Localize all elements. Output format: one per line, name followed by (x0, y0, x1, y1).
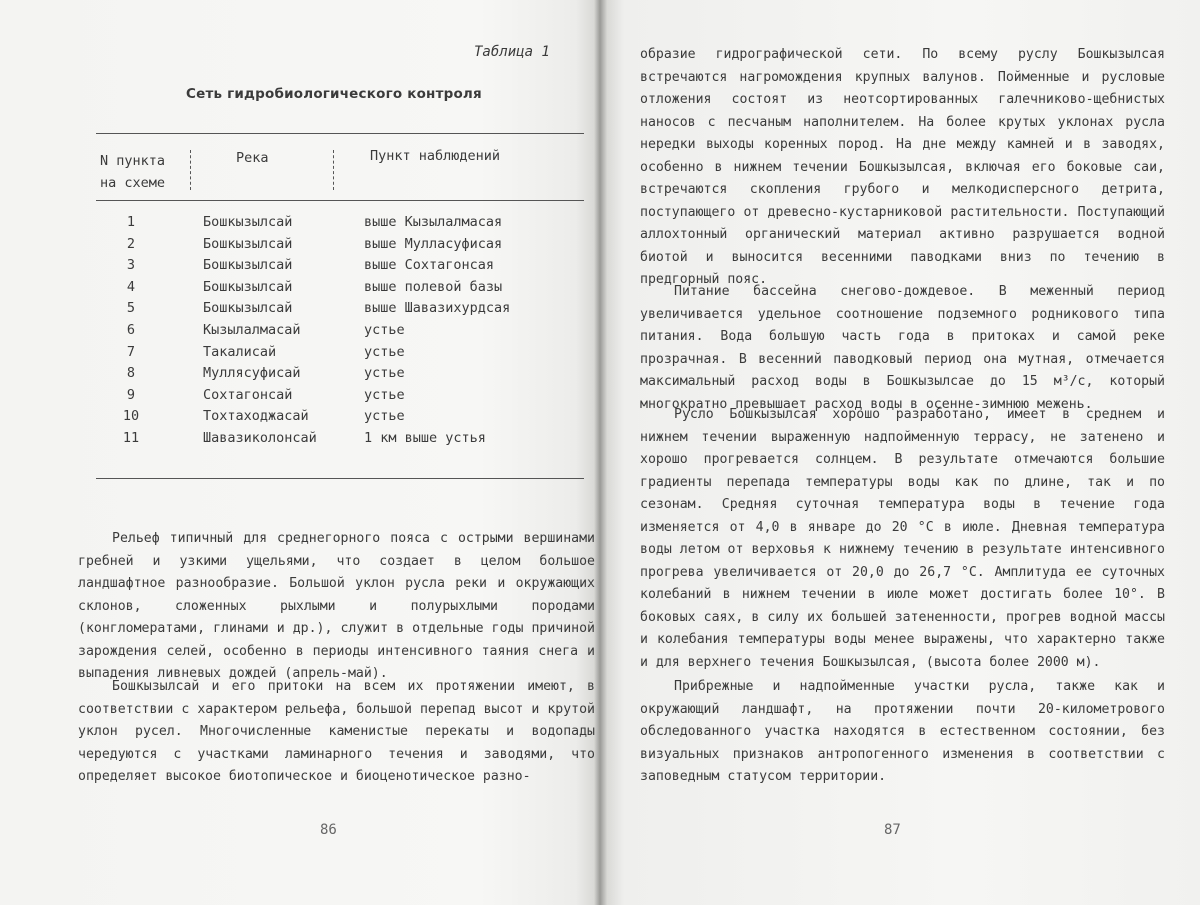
table-row (96, 406, 584, 428)
row-river: Муллясуфисай (203, 365, 301, 382)
table-row (96, 385, 584, 407)
row-river: Бошкызылсай (203, 257, 293, 274)
temperature-paragraph: Русло Бошкызылсая хорошо разработано, имеет в среднем и нижнем течении выраженную надпойменную террасу, не затенено и хорошо прогревается солнцем. В результате отмечаются большие градиенты перепада температуры воды как по длине, так и по сезонам. Средняя суточная температура воды в течение года изменяется от 4,0 в январе до 20 °С в июле. Дневная температура воды летом от верховья к нижнему течению в результате интенсивного прогрева увеличивается от 20,0 до 26,7 °С. Амплитуда ее суточных колебаний в нижнем течении в июле может достигать более 10°. В боковых саях, в силу их большей затененности, прогрев водной массы и колебания температуры воды менее выражены, что характерно также и для верхнего течения Бошкызылсая, (высота более 2000 м). (640, 407, 1165, 670)
table-caption: Таблица 1 (474, 44, 550, 60)
row-river: Шавазиколонсай (203, 429, 317, 446)
row-point: выше Мулласуфисая (364, 235, 503, 252)
row-river: Бошкызылсай (203, 235, 293, 252)
table-row (96, 212, 584, 234)
header-separator (333, 150, 334, 190)
row-point: устье (364, 408, 405, 425)
row-river: Бошкызылсай (203, 214, 293, 230)
row-number: 11 (122, 429, 140, 446)
table-title: Сеть гидробиологического контроля (186, 86, 482, 102)
row-number: 10 (122, 408, 140, 425)
table-rule-bottom (96, 478, 584, 479)
row-point: выше Кызылалмасая (364, 214, 503, 230)
row-number: 7 (126, 343, 136, 360)
header-separator (190, 150, 191, 190)
table-row (96, 255, 584, 277)
row-number: 8 (126, 365, 136, 382)
page-number: 86 (320, 822, 337, 838)
header-river: Река (236, 150, 269, 166)
row-river: Тохтаходжасай (203, 408, 309, 425)
table-row (96, 298, 584, 320)
row-number: 3 (126, 257, 136, 274)
table-row (96, 234, 584, 256)
table-row (96, 277, 584, 299)
row-point: выше Шавазихурдсая (364, 300, 511, 317)
row-river: Такалисай (203, 343, 277, 360)
landscape-paragraph: Прибрежные и надпойменные участки русла, также как и окружающий ландшафт, на протяжении почти 20-километрового обследованного участка находятся в естественном состоянии, без визуальных признаков антропогенного изменения в соответствии с заповедным статусом территории. (640, 679, 1165, 784)
row-number: 5 (126, 300, 136, 317)
row-number: 9 (126, 386, 136, 403)
row-number: 6 (126, 321, 136, 338)
row-point: выше полевой базы (364, 278, 503, 295)
hydrographic-paragraph: образие гидрографической сети. По всему руслу Бошкызылсая встречаются нагромождения крупных валунов. Пойменные и русловые отложения состоят из неотсортированных галечниково-щебнистых наносов с песчаным наполнителем. На более крутых уклонах русла нередки выходы коренных пород. На дне между камней и в заводях, особенно в нижнем течении Бошкызылсая, включая его боковые саи, встречаются скопления грубого и мелкодисперсного детрита, поступающего от древесно-кустарниковой растительности. Поступающий аллохтонный органический материал активно разрушается водной биотой и выносится весенними паводками вниз по течению в предгорный пояс. (640, 47, 1165, 287)
header-observation-point: Пункт наблюдений (370, 148, 501, 164)
monitoring-table-body (96, 212, 584, 450)
water-supply-paragraph: Питание бассейна снегово-дождевое. В меженный период увеличивается удельное соотношение подземного родникового типа питания. Вода большую часть года в притоках и самой реке прозрачная. В весенний паводковый период она мутная, отмечается максимальный расход воды в Бошкызылсае до 15 м³/с, который многократно превышает расход воды в осенне-зимнюю межень. (640, 284, 1165, 412)
right-page (610, 0, 1200, 905)
row-number: 1 (126, 214, 136, 230)
header-point-number: N пункта на схеме (100, 153, 166, 191)
table-row (96, 428, 584, 450)
row-number: 4 (126, 278, 136, 295)
table-row (96, 363, 584, 385)
row-river: Бошкызылсай (203, 278, 293, 295)
table-rule-top (96, 133, 584, 134)
page-number: 87 (884, 822, 901, 838)
row-point: 1 км выше устья (364, 429, 486, 446)
row-point: устье (364, 321, 405, 338)
row-river: Сохтагонсай (203, 386, 293, 403)
row-point: выше Сохтагонсая (364, 257, 495, 274)
row-point: устье (364, 343, 405, 360)
row-river: Кызылалмасай (203, 321, 301, 338)
row-point: устье (364, 365, 405, 382)
table-rule-header (96, 200, 584, 201)
relief-paragraph: Рельеф типичный для среднегорного пояса с острыми вершинами гребней и узкими ущельями, что создает в целом большое ландшафтное разнообразие. Большой уклон русла реки и окружающих склонов, сложенных рыхлыми и полурыхлыми породами (конгломератами, глинами и др.), служит в отдельные годы причиной зарождения селей, особенно в периоды интенсивного таяния снега и выпадения ливневых дождей (апрель-май). (78, 531, 595, 681)
table-row (96, 342, 584, 364)
row-river: Бошкызылсай (203, 300, 293, 317)
table-row (96, 320, 584, 342)
row-point: устье (364, 386, 405, 403)
row-number: 2 (126, 235, 136, 252)
tributaries-paragraph: Бошкызылсай и его притоки на всем их протяжении имеют, в соответствии с характером рельефа, большой перепад высот и крутой уклон русел. Многочисленные каменистые перекаты и водопады чередуются с участками ламинарного течения и заводями, что определяет высокое биотопическое и биоценотическое разно- (78, 679, 595, 784)
